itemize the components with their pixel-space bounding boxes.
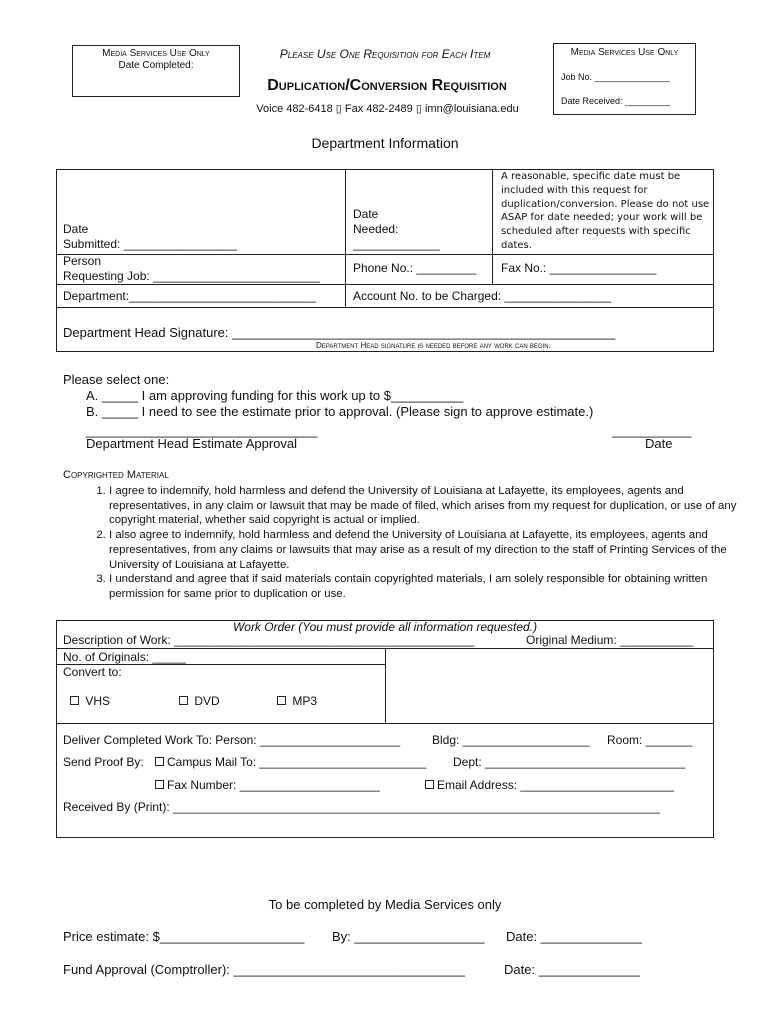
select-heading: Please select one:	[63, 372, 170, 387]
fund-date-field[interactable]: Date: ______________	[504, 962, 640, 977]
original-medium-field[interactable]: Original Medium: ___________	[526, 633, 694, 647]
format-dvd-option[interactable]: DVD	[179, 694, 220, 708]
copyright-heading: Copyrighted Material	[63, 469, 169, 481]
received-by-field[interactable]: Received By (Print): _________________________________________________________________________	[63, 800, 661, 814]
person-label: Person	[63, 254, 102, 268]
contact-line: Voice 482-6418 ▯ Fax 482-2489 ▯ imn@louisiana.edu	[256, 103, 519, 115]
option-a[interactable]: A. _____ I am approving funding for this work up to $__________	[86, 388, 464, 403]
head-signature-field[interactable]: Department Head Signature: _____________________________________________________	[63, 325, 616, 340]
description-field[interactable]: Description of Work: _____________________________________________	[63, 633, 475, 647]
campus-mail-checkbox[interactable]	[155, 757, 164, 766]
copyright-list	[63, 484, 749, 602]
media-use-title-right: Media Services Use Only	[570, 47, 679, 58]
date-needed-label: Date	[353, 207, 379, 221]
room-field[interactable]: Room: _______	[607, 733, 693, 747]
email-checkbox[interactable]	[425, 780, 434, 789]
job-no-field[interactable]: Job No. _______________	[561, 72, 670, 82]
mp3-checkbox[interactable]	[277, 696, 286, 705]
copyright-item-3: 3. I understand and agree that if said materials contain copyrighted materials, I am solely responsible for obtaining written permission for same prior to duplication or use.	[109, 572, 749, 601]
date-submitted-label: Date	[63, 222, 89, 236]
dvd-checkbox[interactable]	[179, 696, 188, 705]
dept-info-heading: Department Information	[311, 135, 459, 151]
price-date-field[interactable]: Date: ______________	[506, 929, 642, 944]
date-notice: A reasonable, specific date must be included with this request for duplication/conversion. Please do not use ASAP for date needed; your work will be scheduled after requests with specific dates.	[501, 171, 710, 251]
format-mp3-option[interactable]: MP3	[277, 694, 317, 708]
account-field[interactable]: Account No. to be Charged: ________________	[353, 289, 612, 303]
bldg-field[interactable]: Bldg: ___________________	[432, 733, 590, 747]
format-vhs-option[interactable]: VHS	[70, 694, 110, 708]
date-needed-field[interactable]: _____________	[353, 237, 440, 251]
vhs-checkbox[interactable]	[70, 696, 79, 705]
estimate-approval-label: Department Head Estimate Approval	[86, 436, 297, 451]
copyright-item-1: 1. I agree to indemnify, hold harmless and defend the University of Louisiana at Lafayette, its employees, agents and representatives, in any claim or lawsuit that may be made of filed, which arises from my request for duplication, or use of any copyright material, whether said copyright is actual or implied.	[109, 484, 749, 528]
fax-number-option[interactable]: Fax Number: _____________________	[155, 778, 380, 792]
phone-field[interactable]: Phone No.: _________	[353, 261, 477, 275]
person-requesting-field[interactable]: Requesting Job: _________________________	[63, 269, 320, 283]
send-proof-label: Send Proof By:	[63, 755, 144, 769]
copyright-item-2: 2. I also agree to indemnify, hold harmless and defend the University of Louisiana at Lafayette, its employees, agents and representatives, from any claims or lawsuits that may arise as a result of my direction to the staff of Printing Services of the University of Louisiana at Lafayette.	[109, 528, 749, 572]
estimate-date-line[interactable]: ___________	[612, 423, 692, 438]
media-only-heading: To be completed by Media Services only	[268, 897, 502, 912]
media-use-title-left: Media Services Use Only	[102, 48, 210, 59]
email-option[interactable]: Email Address: _______________________	[425, 778, 674, 792]
department-field[interactable]: Department:____________________________	[63, 289, 316, 303]
originals-field[interactable]: No. of Originals: _____	[63, 650, 186, 664]
fax-field[interactable]: Fax No.: ________________	[501, 261, 657, 275]
price-estimate-field[interactable]: Price estimate: $____________________	[63, 929, 305, 944]
head-signature-note: Department Head signature is needed before any work can begin.	[316, 341, 551, 350]
fax-number-checkbox[interactable]	[155, 780, 164, 789]
estimate-approval-line[interactable]: ________________________________	[86, 423, 318, 438]
estimate-date-label: Date	[645, 436, 673, 451]
by-field[interactable]: By: __________________	[332, 929, 485, 944]
fund-approval-field[interactable]: Fund Approval (Comptroller): ________________________________	[63, 962, 465, 977]
date-submitted-field[interactable]: Submitted: _________________	[63, 237, 238, 251]
date-needed-label-2: Needed:	[353, 222, 399, 236]
form-title: Duplication/Conversion Requisition	[267, 77, 507, 94]
deliver-person-field[interactable]: Deliver Completed Work To: Person: _____________________	[63, 733, 401, 747]
work-order-title: Work Order (You must provide all information requested.)	[232, 620, 538, 634]
convert-to-label: Convert to:	[63, 665, 122, 679]
date-completed-label: Date Completed:	[118, 60, 194, 71]
date-received-field[interactable]: Date Received: _________	[561, 96, 671, 106]
campus-mail-option[interactable]: Campus Mail To: _________________________	[155, 755, 426, 769]
dept-field[interactable]: Dept: ______________________________	[453, 755, 686, 769]
instruction-text: Please Use One Requisition for Each Item	[279, 47, 491, 61]
option-b[interactable]: B. _____ I need to see the estimate prior to approval. (Please sign to approve estimate.)	[86, 404, 594, 419]
